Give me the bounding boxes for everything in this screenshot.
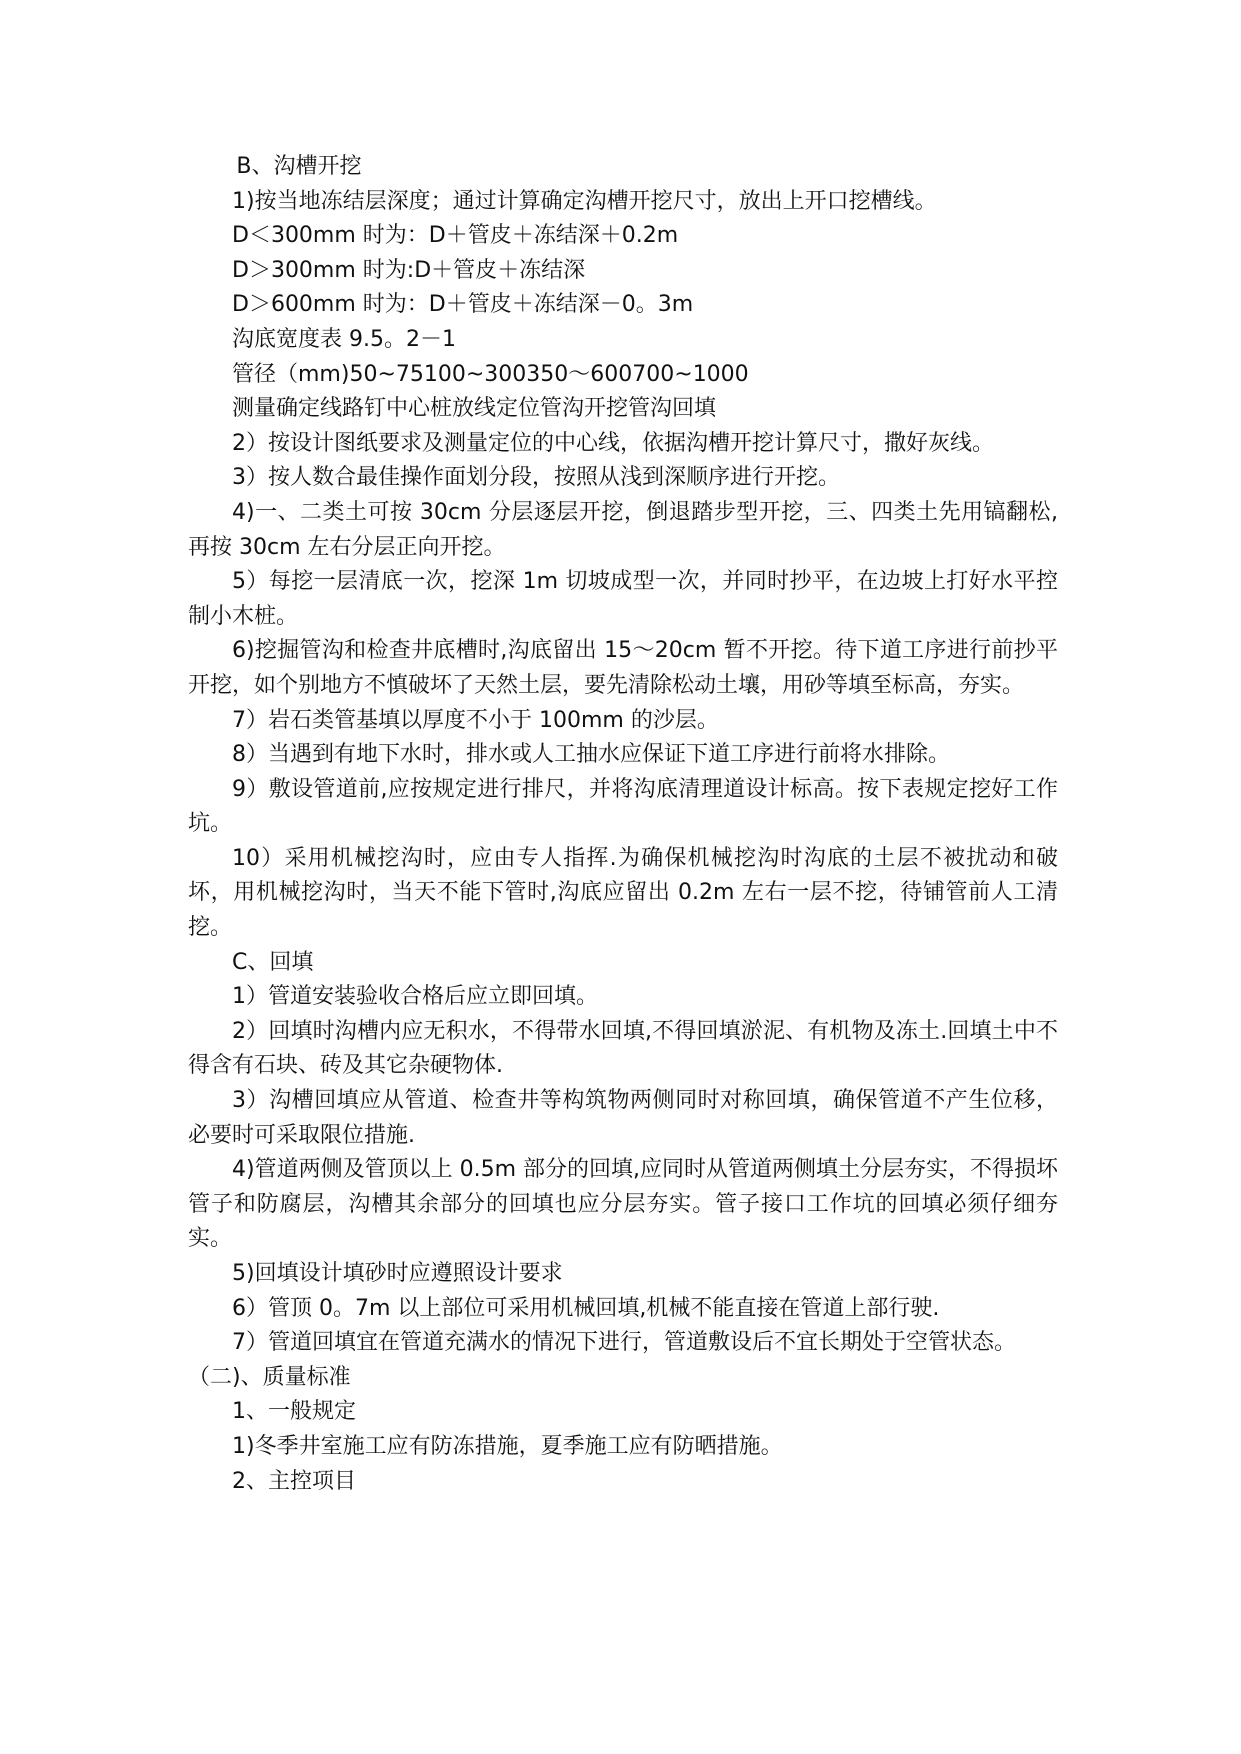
paragraph: 6）管顶 0。7m 以上部位可采用机械回填,机械不能直接在管道上部行驶. <box>232 1295 940 1321</box>
paragraph: 5)回填设计填砂时应遵照设计要求 <box>232 1261 563 1286</box>
paragraph: 3）按人数合最佳操作面划分段，按照从浅到深顺序进行开挖。 <box>232 465 840 491</box>
paragraph: 管径（mm)50~75100~300350～600700~1000 <box>232 361 749 387</box>
subsection-heading: 2、主控项目 <box>232 1468 356 1494</box>
document-body <box>188 150 1058 1499</box>
paragraph: 4)一、二类土可按 30cm 分层逐层开挖，倒退踏步型开挖，三、四类土先用镐翻松,再按 30cm 左右分层正向开挖。 <box>188 499 1058 560</box>
section-heading-quality: （二)、质量标准 <box>188 1364 351 1390</box>
paragraph: 5）每挖一层清底一次，挖深 1m 切坡成型一次，并同时抄平，在边坡上打好水平控制小木桩。 <box>188 569 1058 629</box>
paragraph: 2）回填时沟槽内应无积水，不得带水回填,不得回填淤泥、有机物及冻土.回填土中不得含有石块、砖及其它杂硬物体. <box>188 1018 1058 1079</box>
paragraph: 测量确定线路钉中心桩放线定位管沟开挖管沟回填 <box>232 396 717 422</box>
paragraph: 3）沟槽回填应从管道、检查井等构筑物两侧同时对称回填，确保管道不产生位移，必要时可采取限位措施. <box>188 1088 1058 1148</box>
paragraph: 沟底宽度表 9.5。2－1 <box>232 326 456 352</box>
paragraph: 9）敷设管道前,应按规定进行排尺，并将沟底清理道设计标高。按下表规定挖好工作坑。 <box>188 776 1058 837</box>
subsection-heading: 1、一般规定 <box>232 1399 356 1425</box>
paragraph: 1)冬季井室施工应有防冻措施，夏季施工应有防晒措施。 <box>232 1433 783 1459</box>
section-heading-b: B、沟槽开挖 <box>236 154 362 179</box>
paragraph: 10）采用机械挖沟时，应由专人指挥.为确保机械挖沟时沟底的土层不被扰动和破坏，用机械挖沟时，当天不能下管时,沟底应留出 0.2m 左右一层不挖，待铺管前人工清挖。 <box>188 845 1058 941</box>
paragraph: D＜300mm 时为：D＋管皮＋冻结深＋0.2m <box>232 223 679 249</box>
paragraph: 1)按当地冻结层深度；通过计算确定沟槽开挖尺寸，放出上开口挖槽线。 <box>232 188 937 214</box>
paragraph: 1）管道安装验收合格后应立即回填。 <box>232 984 598 1010</box>
paragraph: 7）岩石类管基填以厚度不小于 100mm 的沙层。 <box>232 707 719 733</box>
paragraph: D＞300mm 时为:D＋管皮＋冻结深 <box>232 257 586 283</box>
section-heading-c: C、回填 <box>232 949 314 975</box>
paragraph: 2）按设计图纸要求及测量定位的中心线，依据沟槽开挖计算尺寸，撒好灰线。 <box>232 430 994 456</box>
paragraph: 8）当遇到有地下水时，排水或人工抽水应保证下道工序进行前将水排除。 <box>232 742 950 768</box>
paragraph: 6)挖掘管沟和检查井底槽时,沟底留出 15～20cm 暂不开挖。待下道工序进行前抄平开挖，如个别地方不慎破坏了天然土层，要先清除松动土壤，用砂等填至标高，夯实。 <box>188 638 1058 698</box>
paragraph: 4)管道两侧及管顶以上 0.5m 部分的回填,应同时从管道两侧填土分层夯实，不得损坏管子和防腐层，沟槽其余部分的回填也应分层夯实。管子接口工作坑的回填必须仔细夯实。 <box>188 1157 1058 1252</box>
paragraph: 7）管道回填宜在管道充满水的情况下进行，管道敷设后不宜长期处于空管状态。 <box>232 1330 1016 1356</box>
paragraph: D＞600mm 时为：D＋管皮＋冻结深－0。3m <box>232 292 694 318</box>
